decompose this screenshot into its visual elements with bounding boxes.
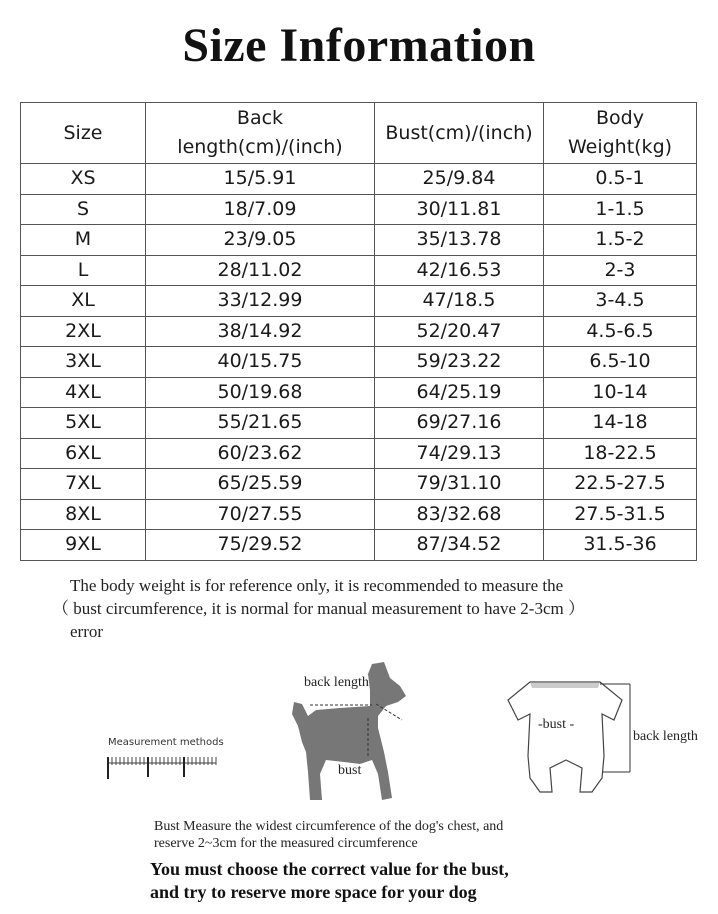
dog-measurement-diagram — [280, 660, 440, 805]
bust-cell: 52/20.47 — [375, 316, 544, 347]
bust-cell: 30/11.81 — [375, 194, 544, 225]
table-row — [21, 408, 697, 439]
bust-cell: 69/27.16 — [375, 408, 544, 439]
back-length-cell: 28/11.02 — [146, 255, 375, 286]
dog-back-length-label: back length — [304, 675, 369, 690]
size-cell: 9XL — [21, 530, 146, 561]
bust-description — [154, 818, 674, 852]
table-row — [21, 255, 697, 286]
body-weight-cell: 22.5-27.5 — [544, 469, 697, 500]
table-row — [21, 347, 697, 378]
note-line-3: error — [70, 622, 104, 641]
size-cell: 4XL — [21, 377, 146, 408]
table-row — [21, 469, 697, 500]
body-weight-cell: 4.5-6.5 — [544, 316, 697, 347]
back-length-cell: 23/9.05 — [146, 225, 375, 256]
back-length-cell: 70/27.55 — [146, 499, 375, 530]
bust-cell: 79/31.10 — [375, 469, 544, 500]
shirt-bust-label: -bust - — [538, 717, 575, 732]
header-bust: Bust(cm)/(inch) — [375, 103, 544, 164]
header-body-weight: Body Weight(kg) — [544, 103, 697, 164]
bust-cell: 64/25.19 — [375, 377, 544, 408]
back-length-cell: 38/14.92 — [146, 316, 375, 347]
table-row — [21, 377, 697, 408]
back-length-cell: 65/25.59 — [146, 469, 375, 500]
back-length-cell: 50/19.68 — [146, 377, 375, 408]
header-size: Size — [21, 103, 146, 164]
size-cell: 7XL — [21, 469, 146, 500]
bust-cell: 42/16.53 — [375, 255, 544, 286]
back-length-cell: 33/12.99 — [146, 286, 375, 317]
size-cell: 3XL — [21, 347, 146, 378]
back-length-cell: 75/29.52 — [146, 530, 375, 561]
table-row — [21, 225, 697, 256]
size-cell: 6XL — [21, 438, 146, 469]
shirt-back-length-label: back length — [633, 729, 698, 744]
advice-line-2: and try to reserve more space for your dog — [150, 882, 477, 902]
size-table — [20, 102, 697, 561]
size-table-body — [21, 164, 697, 561]
table-row — [21, 499, 697, 530]
size-cell: L — [21, 255, 146, 286]
back-length-cell: 40/15.75 — [146, 347, 375, 378]
size-cell: XL — [21, 286, 146, 317]
sizing-advice — [150, 858, 670, 904]
dog-shirt-icon — [508, 682, 622, 792]
bust-cell: 74/29.13 — [375, 438, 544, 469]
table-row — [21, 194, 697, 225]
bust-cell: 47/18.5 — [375, 286, 544, 317]
size-cell: 5XL — [21, 408, 146, 439]
size-cell: S — [21, 194, 146, 225]
table-row — [21, 316, 697, 347]
body-weight-cell: 18-22.5 — [544, 438, 697, 469]
size-cell: M — [21, 225, 146, 256]
bust-cell: 87/34.52 — [375, 530, 544, 561]
back-length-cell: 15/5.91 — [146, 164, 375, 195]
bust-cell: 83/32.68 — [375, 499, 544, 530]
table-row — [21, 164, 697, 195]
ruler-icon — [106, 753, 218, 781]
body-weight-cell: 10-14 — [544, 377, 697, 408]
table-row — [21, 438, 697, 469]
body-weight-cell: 31.5-36 — [544, 530, 697, 561]
back-length-cell: 18/7.09 — [146, 194, 375, 225]
body-weight-cell: 1.5-2 — [544, 225, 697, 256]
bust-cell: 25/9.84 — [375, 164, 544, 195]
bust-cell: 35/13.78 — [375, 225, 544, 256]
reference-note — [52, 574, 702, 643]
back-length-cell: 60/23.62 — [146, 438, 375, 469]
table-row — [21, 530, 697, 561]
size-cell: XS — [21, 164, 146, 195]
header-row — [21, 103, 697, 164]
note-line-2: （ bust circumference, it is normal for manual measurement to have 2-3cm ） — [52, 599, 585, 618]
bust-cell: 59/23.22 — [375, 347, 544, 378]
note-line-1: The body weight is for reference only, it is recommended to measure the — [70, 576, 564, 595]
body-weight-cell: 27.5-31.5 — [544, 499, 697, 530]
size-cell: 2XL — [21, 316, 146, 347]
body-weight-cell: 6.5-10 — [544, 347, 697, 378]
dog-bust-label: bust — [338, 763, 362, 778]
body-weight-cell: 14-18 — [544, 408, 697, 439]
body-weight-cell: 1-1.5 — [544, 194, 697, 225]
body-weight-cell: 3-4.5 — [544, 286, 697, 317]
measurement-methods-label: Measurement methods — [108, 737, 224, 748]
table-row — [21, 286, 697, 317]
bust-description-line-2: reserve 2~3cm for the measured circumference — [154, 836, 418, 851]
bust-description-line-1: Bust Measure the widest circumference of the dog's chest, and — [154, 819, 504, 834]
advice-line-1: You must choose the correct value for the bust, — [150, 859, 509, 879]
page-title: Size Information — [182, 19, 536, 72]
body-weight-cell: 2-3 — [544, 255, 697, 286]
size-table-header — [21, 103, 697, 164]
body-weight-cell: 0.5-1 — [544, 164, 697, 195]
shirt-measurement-diagram — [490, 668, 712, 808]
back-length-cell: 55/21.65 — [146, 408, 375, 439]
size-cell: 8XL — [21, 499, 146, 530]
header-back-length: Back length(cm)/(inch) — [146, 103, 375, 164]
